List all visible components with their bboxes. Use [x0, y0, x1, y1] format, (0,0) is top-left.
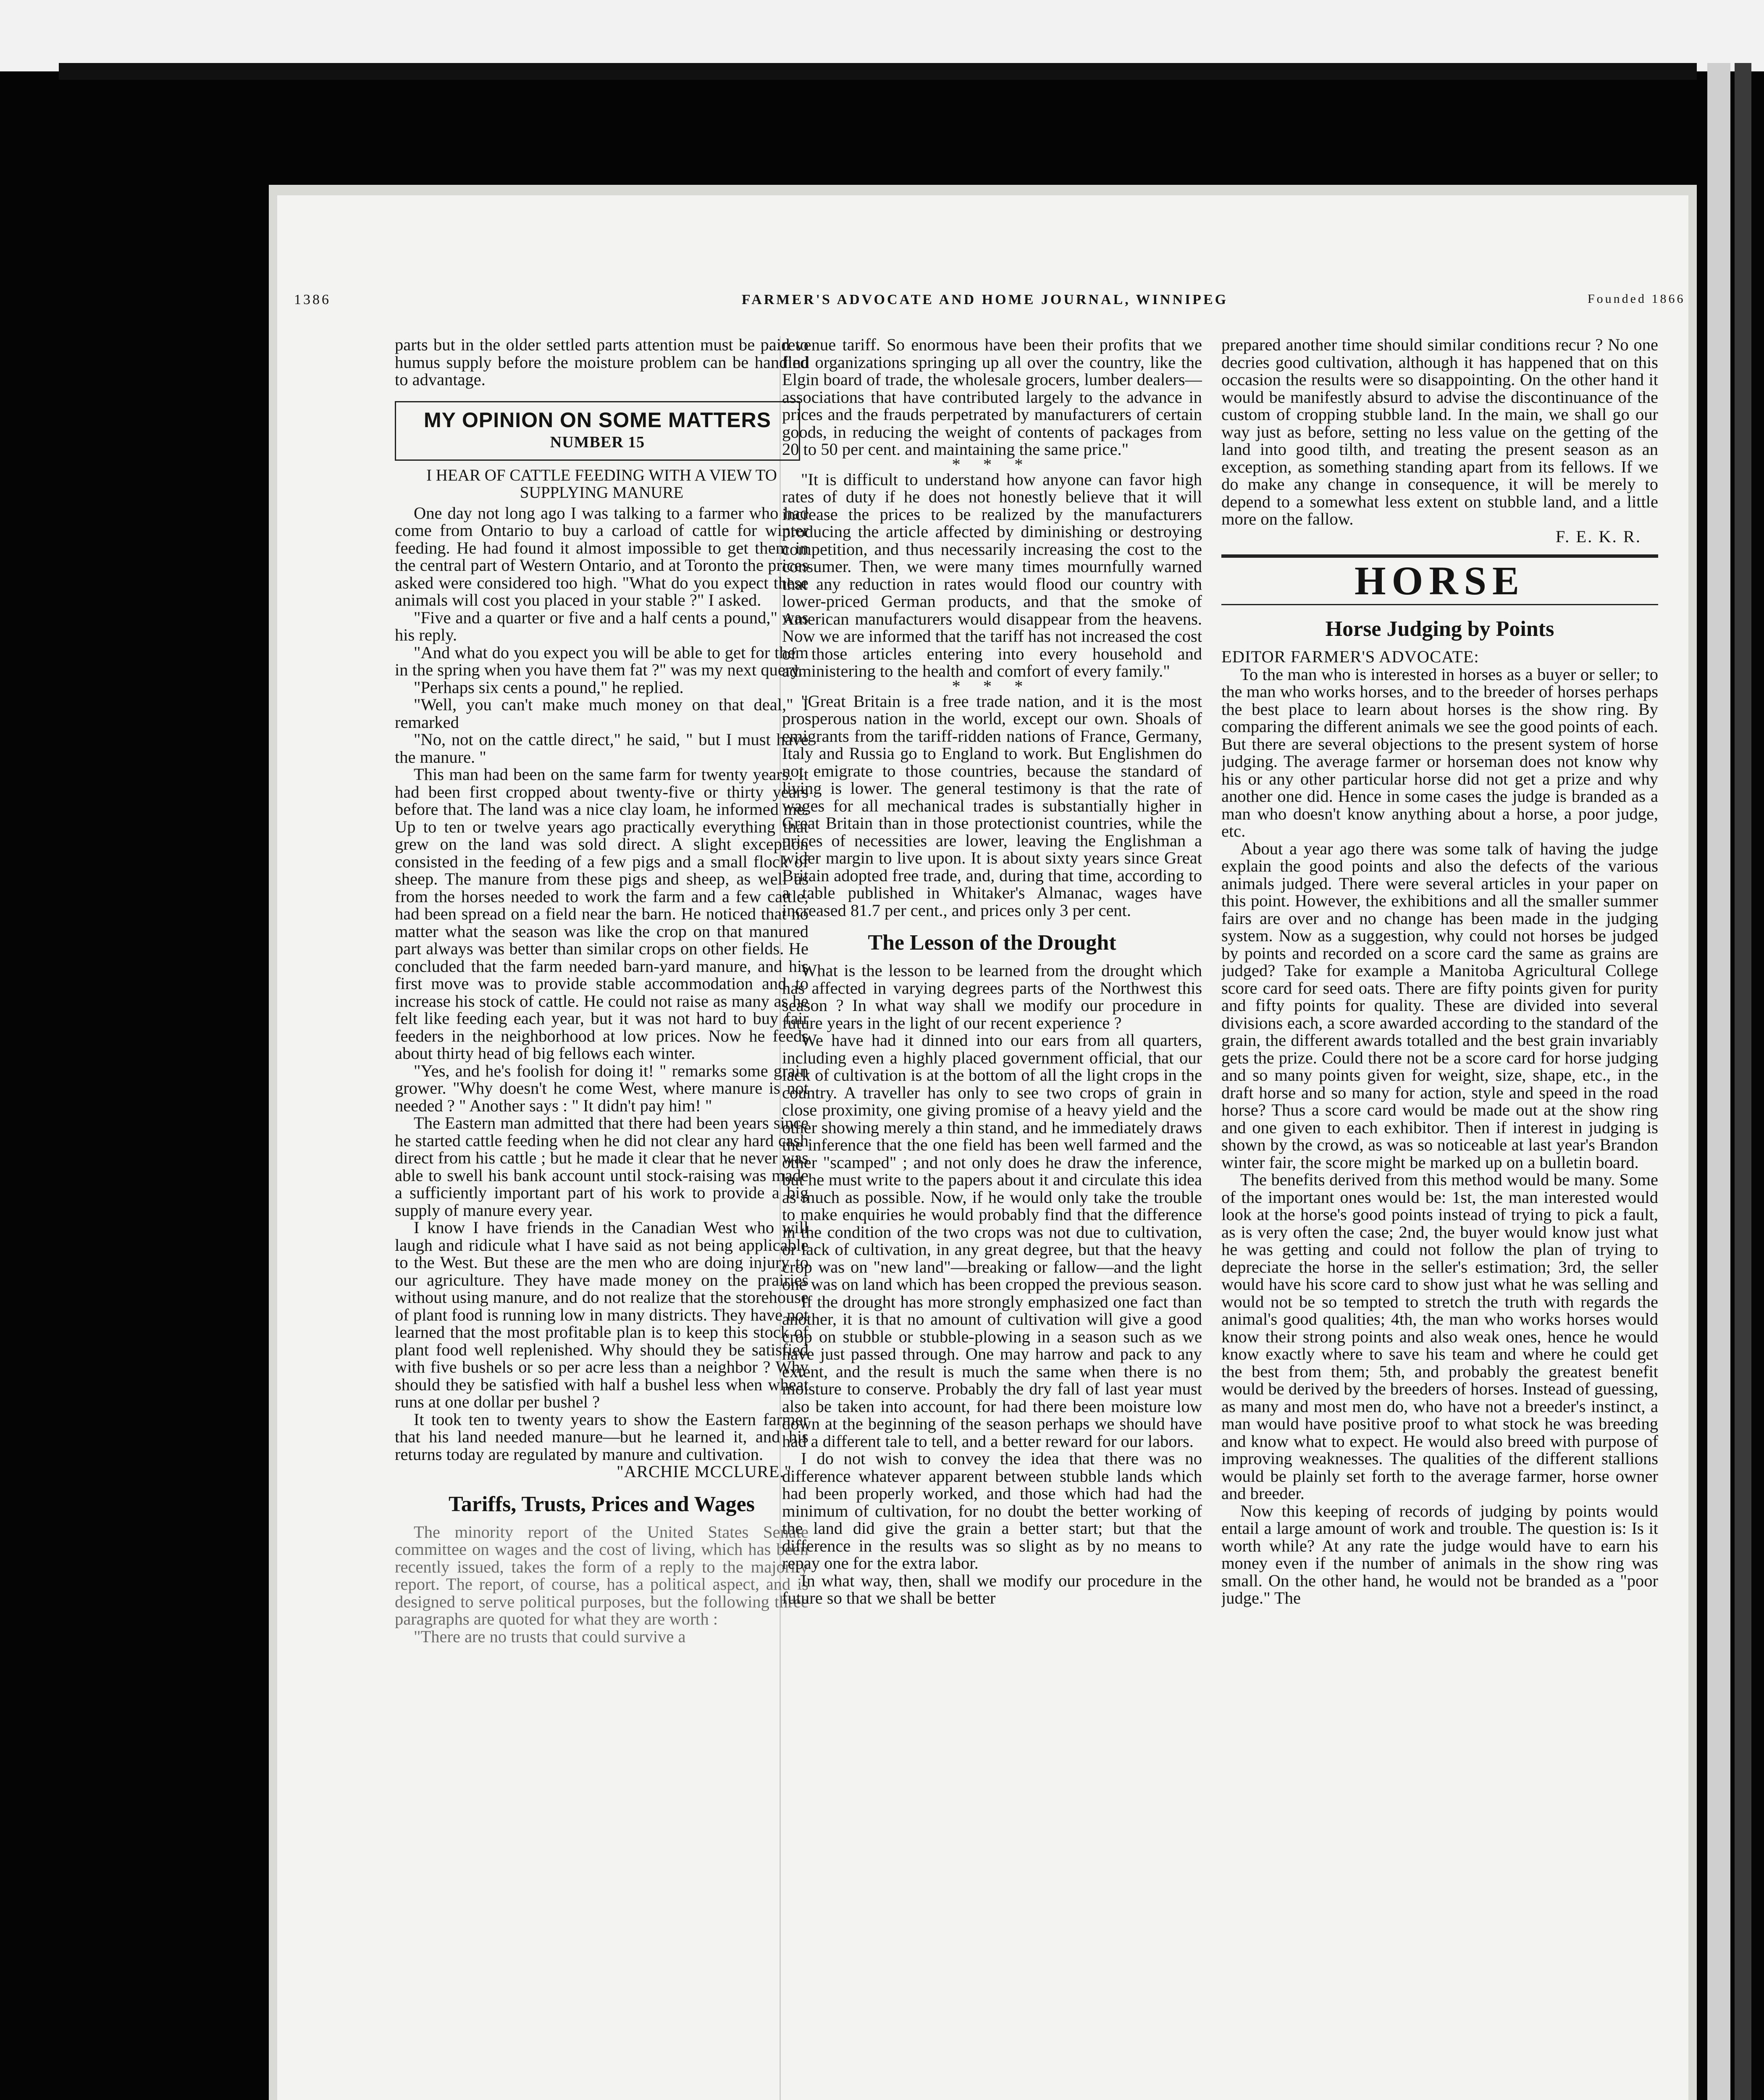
paragraph: I know I have friends in the Canadian West who will laugh and ridicule what I have said as not being applicable to the West. But these are the men who are doing injury to our agriculture. They have made money on the prairies without using manure, and do not realize that the storehouse of plant food is running low in many districts. They have not learned that the most profitable plan is to keep this stock of plant food well replenished. Why should they be satisfied with five bushels or so per acre less than a neighbor ? Why should they be satisfied with half a bushel less when wheat runs at one dollar per bushel ?: [395, 1218, 808, 1411]
paragraph: "Well, you can't make much money on that deal," I remarked: [395, 695, 808, 732]
signature: F. E. K. R.: [1555, 527, 1641, 546]
opinion-box: [395, 401, 800, 461]
opinion-box-title: MY OPINION ON SOME MATTERS: [424, 408, 771, 432]
paragraph: prepared another time should similar conditions recur ? No one decries good cultivation, although it has happened that on this occasion the results were so disappointing. On the other hand it would be manifestly absurd to advise the discontinuance of the custom of cropping stubble land. In the main, we shall go our way just as before, setting no less value on the getting of the land into good tilth, and treating the present season as an exception, as something standing apart from its fellows. If we do make any change in consequence, it will be merely to depend to a somewhat less extent on stubble land, and a little more on the fallow.: [1221, 336, 1658, 528]
section-banner-horse: HORSE: [1221, 554, 1658, 605]
paragraph: This man had been on the same farm for twenty years. It had been first cropped about twenty-five or thirty years before that. The land was a nice clay loam, he informed me. Up to ten or twelve years ago practically everything that grew on the land was sold direct. A slight exception consisted in the feeding of a few pigs and a small flock of sheep. The manure from these pigs and sheep, as well as from the horses needed to work the farm and a few cattle, had been spread on a field near the barn. He noticed that no matter what the season was like the crop on that manured part always was better than similar crops on other fields. He concluded that the farm needed barn-yard manure, and his first move was to provide stable accommodation and to increase his stock of cattle. He could not raise as many as he felt like feeding each year, but it was not hard to buy fair feeders in the neighborhood at low prices. Now he feeds about thirty head of big fellows each winter.: [395, 765, 808, 1063]
paragraph: It took ten to twenty years to show the Eastern farmer that his land needed manure—but he learned it, and his returns today are regulated by manure and cultivation.: [395, 1410, 808, 1464]
paragraph: What is the lesson to be learned from the drought which has affected in varying degrees parts of the Northwest this season ? In what way shall we modify our procedure in future years in the light of our recent experience ?: [782, 961, 1202, 1032]
heading-horse-judging: Horse Judging by Points: [1325, 617, 1554, 641]
paragraph: "There are no trusts that could survive a: [414, 1627, 686, 1646]
continued-text: parts but in the older settled parts attention must be paid to humus supply before the moisture problem can be handled to advantage.: [395, 336, 808, 389]
paragraph: The benefits derived from this method would be many. Some of the important ones would be: 1st, the man interested would look at the horse's good points instead of trying to pick a fault, as is very often the case; 2nd, the buyer would know just what he was getting and could not follow the plan of trying to depreciate the horse in the seller's estimation; 3rd, the seller would have his score card to show just what he was selling and would not be so tempted to stretch the truth with regards the animal's good qualities; 4th, the man who works horses would know their strong points and also weak ones, hence he would know exactly where to save his team and where he could get the best from them; 5th, and probably the greatest benefit would be derived by the breeders of horses. Instead of guessing, as many and most men do, who have not a breeder's instinct, a man would have positive proof to what stock he was breeding and know what to expect. He would also breed with purpose of improving weaknesses. The qualities of the different stallions would be plainly set forth to the average farmer, horse owner and breeder.: [1221, 1170, 1658, 1503]
paragraph: "Perhaps six cents a pound," he replied.: [414, 677, 684, 697]
paragraph: "No, not on the cattle direct," he said, " but I must have the manure. ": [395, 730, 808, 766]
founded-date: Founded 1866: [1588, 292, 1685, 306]
page-number: 1386: [294, 292, 331, 307]
opinion-box-number: NUMBER 15: [550, 433, 645, 451]
column-1: [395, 336, 808, 2100]
paragraph: If the drought has more strongly emphasized one fact than another, it is that no amount of cultivation will give a good crop on stubble or stubble-plowing in a season such as we have just passed through. One may harrow and pack to any extent, and the result is much the same when there is no moisture to conserve. Probably the dry fall of last year must also be taken into account, for had there been moisture low down at the beginning of the season perhaps we should have had a different tale to tell, and a better reward for our labors.: [782, 1292, 1202, 1451]
signature: "ARCHIE MCCLURE.": [617, 1462, 792, 1481]
paragraph: One day not long ago I was talking to a farmer who had come from Ontario to buy a carload of cattle for winter feeding. He had found it almost impossible to get them in the central part of Western Ontario, and at Toronto the prices asked were considered too high. "What do you expect these animals will cost you placed in your stable ?" I asked.: [395, 503, 808, 609]
scan-margin-top: [0, 0, 1764, 71]
paragraph: To the man who is interested in horses as a buyer or seller; to the man who works horses, and to the breeder of horses perhaps the best place to learn about horses is the show ring. By comparing the different animals we see the good points of each. But there are several objections to the present system of horse judging. The average farmer or horseman does not know why his or any other particular horse did not get a prize and why another one did. Hence in some cases the judge is branded as a man who doesn't know anything about a horse, a poor judge, etc.: [1221, 664, 1658, 840]
paragraph: In what way, then, shall we modify our procedure in the future so that we shall be better: [782, 1571, 1202, 1607]
paragraph: "Yes, and he's foolish for doing it! " remarks some grain grower. "Why doesn't he come West, where manure is not needed ? " Another says : " It didn't pay him! ": [395, 1061, 808, 1115]
heading-drought: The Lesson of the Drought: [868, 931, 1116, 955]
heading-tariffs: Tariffs, Trusts, Prices and Wages: [448, 1492, 755, 1516]
column-2: [782, 336, 1202, 2100]
paragraph: Now this keeping of records of judging by points would entail a large amount of work and trouble. The question is: Is it worth while? At any rate the judge would have to earn his money even if the number of animals in the show ring was small. On the other hand, he would not be branded as a "poor judge." The: [1221, 1501, 1658, 1607]
scan-binding-shadow: [1735, 63, 1751, 2100]
column-3: [1221, 336, 1658, 2100]
section-stars: * * *: [952, 454, 1032, 474]
paragraph: The minority report of the United States Senate committee on wages and the cost of living, which has been recently issued, takes the form of a reply to the majority report. The report, of course, has a political aspect, and is designed to serve political purposes, but the following three paragraphs are quoted for what they are worth :: [395, 1522, 808, 1628]
paragraph: "Great Britain is a free trade nation, and it is the most prosperous nation in the world, except our own. Shoals of emigrants from the tariff-ridden nations of France, Germany, Italy and Russia go to England to work. But Englishmen do not emigrate to those countries, because the standard of living is lower. The general testimony is that the rate of wages for all mechanical trades is substantially higher in Great Britain than in those protectionist countries, while the prices of necessities are lower, leaving the Englishman a wider margin to live upon. It is about sixty years since Great Britain adopted free trade, and, during that time, according to a table published in Whitaker's Almanac, wages have increased 81.7 per cent., and prices only 3 per cent.: [782, 691, 1202, 920]
scan-binding-edge: [1707, 63, 1730, 2100]
newspaper-page: [277, 195, 1688, 2100]
paragraph: About a year ago there was some talk of having the judge explain the good points and also the defects of the various animals judged. There were several articles in your paper on this point. However, the exhibitions and all the smaller summer fairs are over and no change has been made in the judging system. Now as a suggestion, why could not horses be judged by points and recorded on a score card the same as grains are judged? Take for example a Manitoba Agricultural College score card for seed oats. There are fifty points given for purity and fifty points for quality. These are divided into several divisions each, a score awarded according to the standard of the grain, the different awards totalled and the best grain invariably gets the prize. Could there not be a score card for horse judging and so many points given for weight, size, shape, etc., in the draft horse and so many for action, style and speed in the road horse? Thus a score card would be made out at the show ring and one given to each exhibitor. Then if interest in judging is shown by the crowd, as was so noticeable at last year's Brandon winter fair, the score might be marked up on a bulletin board.: [1221, 839, 1658, 1172]
section-stars: * * *: [952, 676, 1032, 696]
paragraph: revenue tariff. So enormous have been their profits that we find organizations springing up all over the country, like the Elgin board of trade, the wholesale grocers, lumber dealers—associations that have contributed largely to the advance in prices and the frauds perpetrated by manufacturers of certain goods, in reducing the weight of contents of packages from 20 to 50 per cent. and maintaining the same price.": [782, 336, 1202, 459]
editor-salutation: EDITOR FARMER'S ADVOCATE:: [1221, 647, 1479, 666]
running-head: [277, 292, 1688, 309]
paragraph: We have had it dinned into our ears from all quarters, including even a highly placed government official, that our lack of cultivation is at the bottom of all the light crops in the country. A traveller has only to see two crops of grain in close proximity, one giving promise of a heavy yield and the other showing merely a thin stand, and he immediately draws the inference that the one field has been well farmed and the other "scamped" ; and not only does he draw the inference, but he must write to the papers about it and circulate this idea as much as possible. Now, if he would only take the trouble to make enquiries he would probably find that the difference in the condition of the two crops was not due to cultivation, or lack of cultivation, in any great degree, but that the heavy crop was on "new land"—breaking or fallow—and the light one was on land which has been cropped the previous season.: [782, 1031, 1202, 1294]
paragraph: The Eastern man admitted that there had been years since he started cattle feeding when he did not clear any hard cash direct from his cattle ; but he made it clear that he never was able to swell his bank account until stock-raising was made a sufficiently important part of his work to provide a big supply of manure every year.: [395, 1113, 808, 1220]
paragraph: "It is difficult to understand how anyone can favor high rates of duty if he does not honestly believe that it will increase the prices to be realized by the manufacturers producing the article affected by diminishing or destroying competition, and thus necessarily increasing the cost to the consumer. Then, we were many times mournfully warned that any reduction in rates would flood our country with lower-priced German products, and that the smoke of American manufacturers would disappear from the heavens. Now we are informed that the tariff has not increased the cost of those articles entering into every household and administering to the health and comfort of every family.": [782, 470, 1202, 680]
article-subhead: I HEAR OF CATTLE FEEDING WITH A VIEW TO SUPPLYING MANURE: [426, 466, 777, 501]
paragraph: "Five and a quarter or five and a half cents a pound," was his reply.: [395, 608, 808, 644]
scan-edge: [59, 63, 1697, 80]
publication-title: FARMER'S ADVOCATE AND HOME JOURNAL, WINNIPEG: [741, 292, 1228, 307]
paragraph: I do not wish to convey the idea that there was no difference whatever apparent between stubble lands which had been properly worked, and those which had had the minimum of cultivation, for no doubt the better working of the land did give the grain a better start; but that the difference in the results was so slight as by no means to repay one for the extra labor.: [782, 1449, 1202, 1572]
paragraph: "And what do you expect you will be able to get for them in the spring when you have them fat ?" was my next query.: [395, 643, 808, 679]
